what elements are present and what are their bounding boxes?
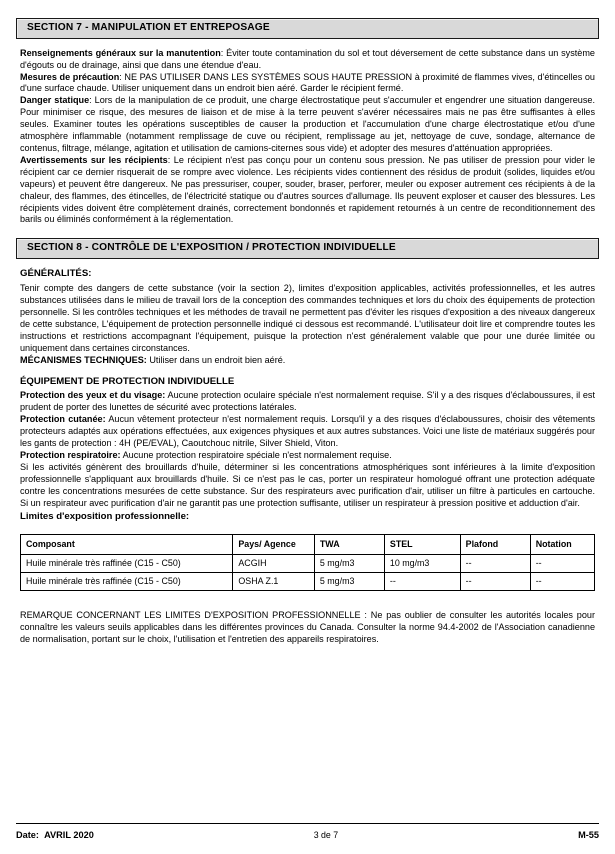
paragraph-lead: Renseignements généraux sur la manutention — [20, 47, 221, 58]
section-7-body — [16, 48, 599, 227]
cell-stel: 10 mg/m3 — [384, 554, 460, 572]
epi-heading: ÉQUIPEMENT DE PROTECTION INDIVIDUELLE — [20, 376, 235, 388]
cell-twa: 5 mg/m3 — [314, 572, 384, 590]
column-header-twa: TWA — [314, 534, 384, 554]
footer-date-value: AVRIL 2020 — [44, 830, 94, 840]
cell-plafond: -- — [460, 554, 530, 572]
paragraph-protection-yeux — [20, 390, 595, 414]
cell-plafond: -- — [460, 572, 530, 590]
paragraph-text: : NE PAS UTILISER DANS LES SYSTÈMES SOUS HAUTE PRESSION à proximité de flammes vives, d'étincelles ou d'une surface chaude. Utiliser uniquement dans un endroit bien aéré. Garder le récipient fermé. — [20, 71, 595, 94]
paragraph-respirateur-details: Si les activités génèrent des brouillards d'huile, déterminer si les concentrations atmosphériques sont inférieures à la limite d'exposition professionnelle s'appliquant aux brouillards d'huile. Si ce n'est pas le cas, porter un respirateur homologué offrant une protection adéquate contre les concentrations mesurées de cette substance. Sur des respirateurs avec purification d'air, utiliser un filtre à particules en cartouche. Si un respirateur avec purification d'air ne garantit pas une protection suffisante, utiliser un respirateur à pression positive et adduction d'air. — [20, 461, 595, 508]
cell-twa: 5 mg/m3 — [314, 554, 384, 572]
section-8-header: SECTION 8 - CONTRÔLE DE L'EXPOSITION / PROTECTION INDIVIDUELLE — [16, 238, 599, 259]
footer-date-label: Date: — [16, 830, 39, 840]
paragraph-manutention — [20, 48, 595, 72]
generalites-paragraph: Tenir compte des dangers de cette substance (voir la section 2), limites d'exposition applicables, activités professionnelles, et les autres substances utilisées dans le milieu de travail lors de la conception des commandes techniques et lors du choix des équipements de protection personnelle. Si les contrôles techniques et les méthodes de travail ne permettent pas d'éviter les risques d'exposition a des niveaux dangereux de cette substance, L'équipement de protection personnelle indiqué ci dessous est recommandé. L'utilisateur doit lire et comprendre toutes les instructions et restrictions accompagnant l'équipement, puisque la protection n'est généralement valable que pour une durée limitée ou uniquement dans certaines circonstances. — [20, 283, 595, 353]
paragraph-lead: Danger statique — [20, 95, 90, 106]
table-header-row — [21, 534, 595, 554]
paragraph-text: : Le récipient n'est pas conçu pour un contenu sous pression. Ne pas utiliser de pression pour vider le récipient car ce dernier risquerait de se rompre avec violence. Les récipients vides contiennent des résidus de produit (solides, liquides et/ou vapeurs) et peuvent être dangereux. Ne pas pressuriser, couper, souder, braser, perforer, meuler ou exposer autrement ces récipients à de la chaleur, des flammes, des étincelles, de l'électricité statique ou d'autres sources d'allumage. Ils peuvent exploser et causer des blessures. Les récipients vides doivent être complètement drainés, correctement bondonnés et rapidement retournés à un centre de reconditionnement des barils ou éliminés conformément à la réglementation. — [20, 154, 596, 225]
table-row — [21, 572, 595, 590]
column-header-notation: Notation — [530, 534, 594, 554]
paragraph-lead: Mesures de précaution — [20, 71, 120, 82]
paragraph-protection-cutanee — [20, 414, 595, 450]
column-header-stel: STEL — [384, 534, 460, 554]
paragraph-lead: Avertissements sur les récipients — [20, 154, 168, 165]
paragraph-text: Aucune protection oculaire spéciale n'est normalement requise. S'il y a des risques d'éclaboussures, il est prudent de porter des lunettes de sécurité avec protections latérales. — [20, 390, 595, 413]
cell-composant: Huile minérale très raffinée (C15 - C50) — [21, 572, 233, 590]
cell-pays-agence: OSHA Z.1 — [233, 572, 315, 590]
paragraph-lead: Protection cutanée: — [20, 414, 106, 425]
paragraph-text: Aucune protection respiratoire spéciale n'est normalement requise. — [120, 449, 392, 460]
cell-stel: -- — [384, 572, 460, 590]
section-8-body — [16, 268, 599, 522]
paragraph-text: : Lors de la manipulation de ce produit, une charge électrostatique peut s'accumuler et engendrer une situation dangereuse. Pour minimiser ce risque, des mesures de liaison et de mise à la terre peuvent s'avérer nécessaires mais ne pas être suffisantes à elles seules. Examiner toutes les opérations susceptibles de causer la production et l'accumulation d'une charge électrostatique et/ou d'une atmosphère inflammable (notamment remplissage de cuve ou récipient, remplissage au jet, nettoyage de cuve, sondage, alternance de contenus, filtrage, mélange, agitation et utilisation de camions-citernes sous vide) et adopter des mesures d'atténuation appropriées. — [20, 95, 595, 153]
paragraph-protection-respiratoire — [20, 450, 595, 462]
cell-composant: Huile minérale très raffinée (C15 - C50) — [21, 554, 233, 572]
generalites-heading: GÉNÉRALITÉS: — [20, 268, 92, 280]
remark-text: REMARQUE CONCERNANT LES LIMITES D'EXPOSITION PROFESSIONNELLE : Ne pas oublier de consulter les autorités locales pour connaître les valeurs seuils applicables dans les différentes provinces du Canada. Consulter la norme 94.4-2002 de l'Association canadienne de normalisation, portant sur le choix, l'utilisation et l'entretien des appareils respiratoires. — [20, 609, 595, 644]
paragraph-danger-statique — [20, 95, 595, 155]
paragraph-precaution — [20, 72, 595, 96]
limits-table-wrapper — [16, 534, 599, 591]
limites-exposition-heading: Limites d'exposition professionnelle: — [20, 510, 190, 522]
paragraph-lead: Protection respiratoire: — [20, 449, 121, 460]
paragraph-text: : Éviter toute contamination du sol et tout déversement de cette substance dans un système d'égouts ou de drainage, ainsi que dans une étendue d'eau. — [20, 47, 595, 70]
cell-notation: -- — [530, 554, 594, 572]
table-row — [21, 554, 595, 572]
column-header-pays-agence: Pays/ Agence — [233, 534, 315, 554]
footer-page-number: 3 de 7 — [313, 830, 339, 840]
exposure-limits-remark — [16, 609, 599, 646]
column-header-composant: Composant — [21, 534, 233, 554]
paragraph-lead: Protection des yeux et du visage: — [20, 390, 166, 401]
cell-pays-agence: ACGIH — [233, 554, 315, 572]
paragraph-text: Aucun vêtement protecteur n'est normalement requis. Lorsqu'il y a des risques d'éclaboussures, choisir des vêtements protecteurs adaptés aux opérations effectuées, aux exigences physiques et aux autres substances. Voici une liste de matériaux suggérés pour les gants de protection : 4H (PE/EVAL), Caoutchouc nitrile, Silver Shield, Viton. — [20, 414, 596, 449]
cell-notation: -- — [530, 572, 594, 590]
exposure-limits-table — [20, 534, 595, 591]
paragraph-lead: MÉCANISMES TECHNIQUES: — [20, 354, 147, 365]
column-header-plafond: Plafond — [460, 534, 530, 554]
footer-doc-code: M-55 — [578, 830, 599, 840]
paragraph-text: Utiliser dans un endroit bien aéré. — [146, 354, 286, 365]
paragraph-avertissements-recipients — [20, 155, 595, 226]
section-7-header: SECTION 7 - MANIPULATION ET ENTREPOSAGE — [16, 18, 599, 39]
page-footer — [16, 823, 599, 840]
paragraph-mecanismes-techniques — [20, 355, 595, 367]
